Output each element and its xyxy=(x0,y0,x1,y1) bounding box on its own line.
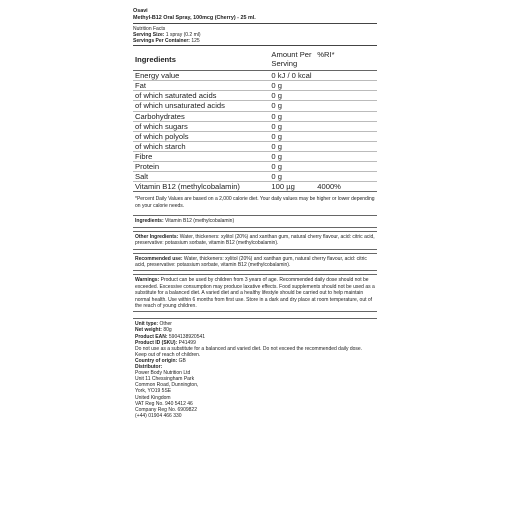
row-name: Fibre xyxy=(133,151,269,161)
unit-type-label: Unit type: xyxy=(135,321,159,328)
table-header-row xyxy=(133,47,377,71)
table-row xyxy=(133,91,377,101)
warnings-text: Product can be used by children from 3 years of age. Recommended daily dose should not be exceeded. Excessive consumption may produce laxative effects. Food supplements should not be used as a substitute for a balanced diet. A varied diet and a healthy lifestyle should be carried out to help maintain normal health. Use within 6 months from first use. Store in a dark and dry place at room temperature, out of the reach of young children. xyxy=(135,277,375,309)
sku-value: P41499 xyxy=(177,339,196,346)
net-weight-value: 80g xyxy=(161,327,172,334)
row-name: Energy value xyxy=(133,71,269,81)
divider xyxy=(133,23,377,24)
table-row xyxy=(133,141,377,151)
daily-values-footnote: *Percent Daily Values are based on a 2,000 calorie diet. Your daily values may be higher or lower depending on your calorie needs. xyxy=(135,196,375,209)
recommended-use-text: Water, thickeners: xylitol (20%) and xanthan gum, natural cherry flavour, acid: citric acid, preservative: potassium sorbate, vitamin B12 (methylcobalamin). xyxy=(135,255,367,268)
row-ri xyxy=(315,131,377,141)
origin-value: GB xyxy=(177,357,186,364)
row-name: Vitamin B12 (methylcobalamin) xyxy=(133,182,269,192)
row-amount: 0 g xyxy=(269,111,315,121)
row-amount: 0 g xyxy=(269,162,315,172)
brand-name: Osavi xyxy=(133,8,148,14)
table-row xyxy=(133,182,377,192)
ean-label: Product EAN: xyxy=(135,333,168,340)
recommended-use-label: Recommended use: xyxy=(135,255,183,262)
row-amount: 100 µg xyxy=(269,182,315,192)
row-amount: 0 g xyxy=(269,172,315,182)
row-name: Salt xyxy=(133,172,269,182)
table-row xyxy=(133,81,377,91)
table-row xyxy=(133,131,377,141)
warnings-section xyxy=(133,274,377,312)
divider xyxy=(133,45,377,46)
other-ingredients-text: Water, thickeners: xylitol (20%) and xanthan gum, natural cherry flavour, acid: citric acid, preservative: potassium sorbate, vitamin B12 (methylcobalamin). xyxy=(135,233,375,247)
table-row xyxy=(133,162,377,172)
row-name: of which polyols xyxy=(133,131,269,141)
product-details-section xyxy=(133,318,377,421)
servings-label: Servings Per Container: xyxy=(133,38,190,44)
product-label xyxy=(133,8,377,421)
row-amount: 0 g xyxy=(269,121,315,131)
warnings-label: Warnings: xyxy=(135,277,160,284)
origin-label: Country of origin: xyxy=(135,357,178,364)
row-amount: 0 g xyxy=(269,151,315,161)
other-ingredients-label: Other Ingredients: xyxy=(135,233,179,240)
unit-type-value: Other xyxy=(158,321,172,328)
nutrition-table xyxy=(133,47,377,192)
table-row xyxy=(133,151,377,161)
ingredients-text: Vitamin B12 (methylcobalamin) xyxy=(163,218,235,225)
serving-size-value: 1 spray (0.2 ml) xyxy=(164,32,201,38)
table-row xyxy=(133,71,377,81)
col-ingredients: Ingredients xyxy=(133,47,269,71)
row-ri xyxy=(315,91,377,101)
row-name: Protein xyxy=(133,162,269,172)
row-name: of which starch xyxy=(133,141,269,151)
row-ri xyxy=(315,162,377,172)
usage-note: Do not use as a substitute for a balanced and varied diet. Do not exceed the recommended daily dose. Keep out of reach of children. xyxy=(135,345,363,358)
distributor-label: Distributor: xyxy=(135,364,163,371)
serving-size-label: Serving Size: xyxy=(133,32,165,38)
row-ri xyxy=(315,71,377,81)
distributor-line: Unit 11 Chessingham Park xyxy=(135,376,195,383)
ean-value: 5904138920541 xyxy=(167,333,206,340)
row-name: of which unsaturated acids xyxy=(133,101,269,111)
row-ri: 4000% xyxy=(315,182,377,192)
distributor-line: (+44) 01904 466 330 xyxy=(135,412,182,419)
row-name: of which sugars xyxy=(133,121,269,131)
table-row xyxy=(133,121,377,131)
row-ri xyxy=(315,101,377,111)
ingredients-label: Ingredients: xyxy=(135,218,164,225)
ingredients-section xyxy=(133,215,377,227)
sku-label: Product ID (SKU): xyxy=(135,339,178,346)
row-amount: 0 g xyxy=(269,101,315,111)
row-ri xyxy=(315,141,377,151)
net-weight-label: Net weight: xyxy=(135,327,162,334)
row-ri xyxy=(315,111,377,121)
row-name: Carbohydrates xyxy=(133,111,269,121)
row-ri xyxy=(315,121,377,131)
recommended-use-section xyxy=(133,253,377,272)
row-name: of which saturated acids xyxy=(133,91,269,101)
distributor-line: VAT Reg No. 940 5412 46 xyxy=(135,400,193,407)
table-row xyxy=(133,111,377,121)
row-amount: 0 kJ / 0 kcal xyxy=(269,71,315,81)
nutrition-facts-heading: Nutrition Facts xyxy=(133,26,166,32)
row-amount: 0 g xyxy=(269,131,315,141)
distributor-line: Power Body Nutrition Ltd xyxy=(135,370,191,377)
row-ri xyxy=(315,172,377,182)
row-amount: 0 g xyxy=(269,81,315,91)
row-name: Fat xyxy=(133,81,269,91)
col-amount: Amount Per Serving xyxy=(269,47,315,71)
servings-per-container xyxy=(133,38,377,44)
distributor-line: United Kingdom xyxy=(135,394,171,401)
other-ingredients-section xyxy=(133,231,377,250)
row-ri xyxy=(315,151,377,161)
distributor-line: Common Road, Dunnington, xyxy=(135,382,199,389)
row-ri xyxy=(315,81,377,91)
table-row xyxy=(133,101,377,111)
product-title: Methyl-B12 Oral Spray, 100mcg (Cherry) - 25 ml. xyxy=(133,14,256,21)
col-ri: %RI* xyxy=(315,47,377,71)
row-amount: 0 g xyxy=(269,91,315,101)
table-row xyxy=(133,172,377,182)
distributor-line: Company Reg No. 6909822 xyxy=(135,406,197,413)
distributor-line: York, YO19 5SE xyxy=(135,388,172,395)
row-amount: 0 g xyxy=(269,141,315,151)
servings-value: 125 xyxy=(189,38,200,44)
